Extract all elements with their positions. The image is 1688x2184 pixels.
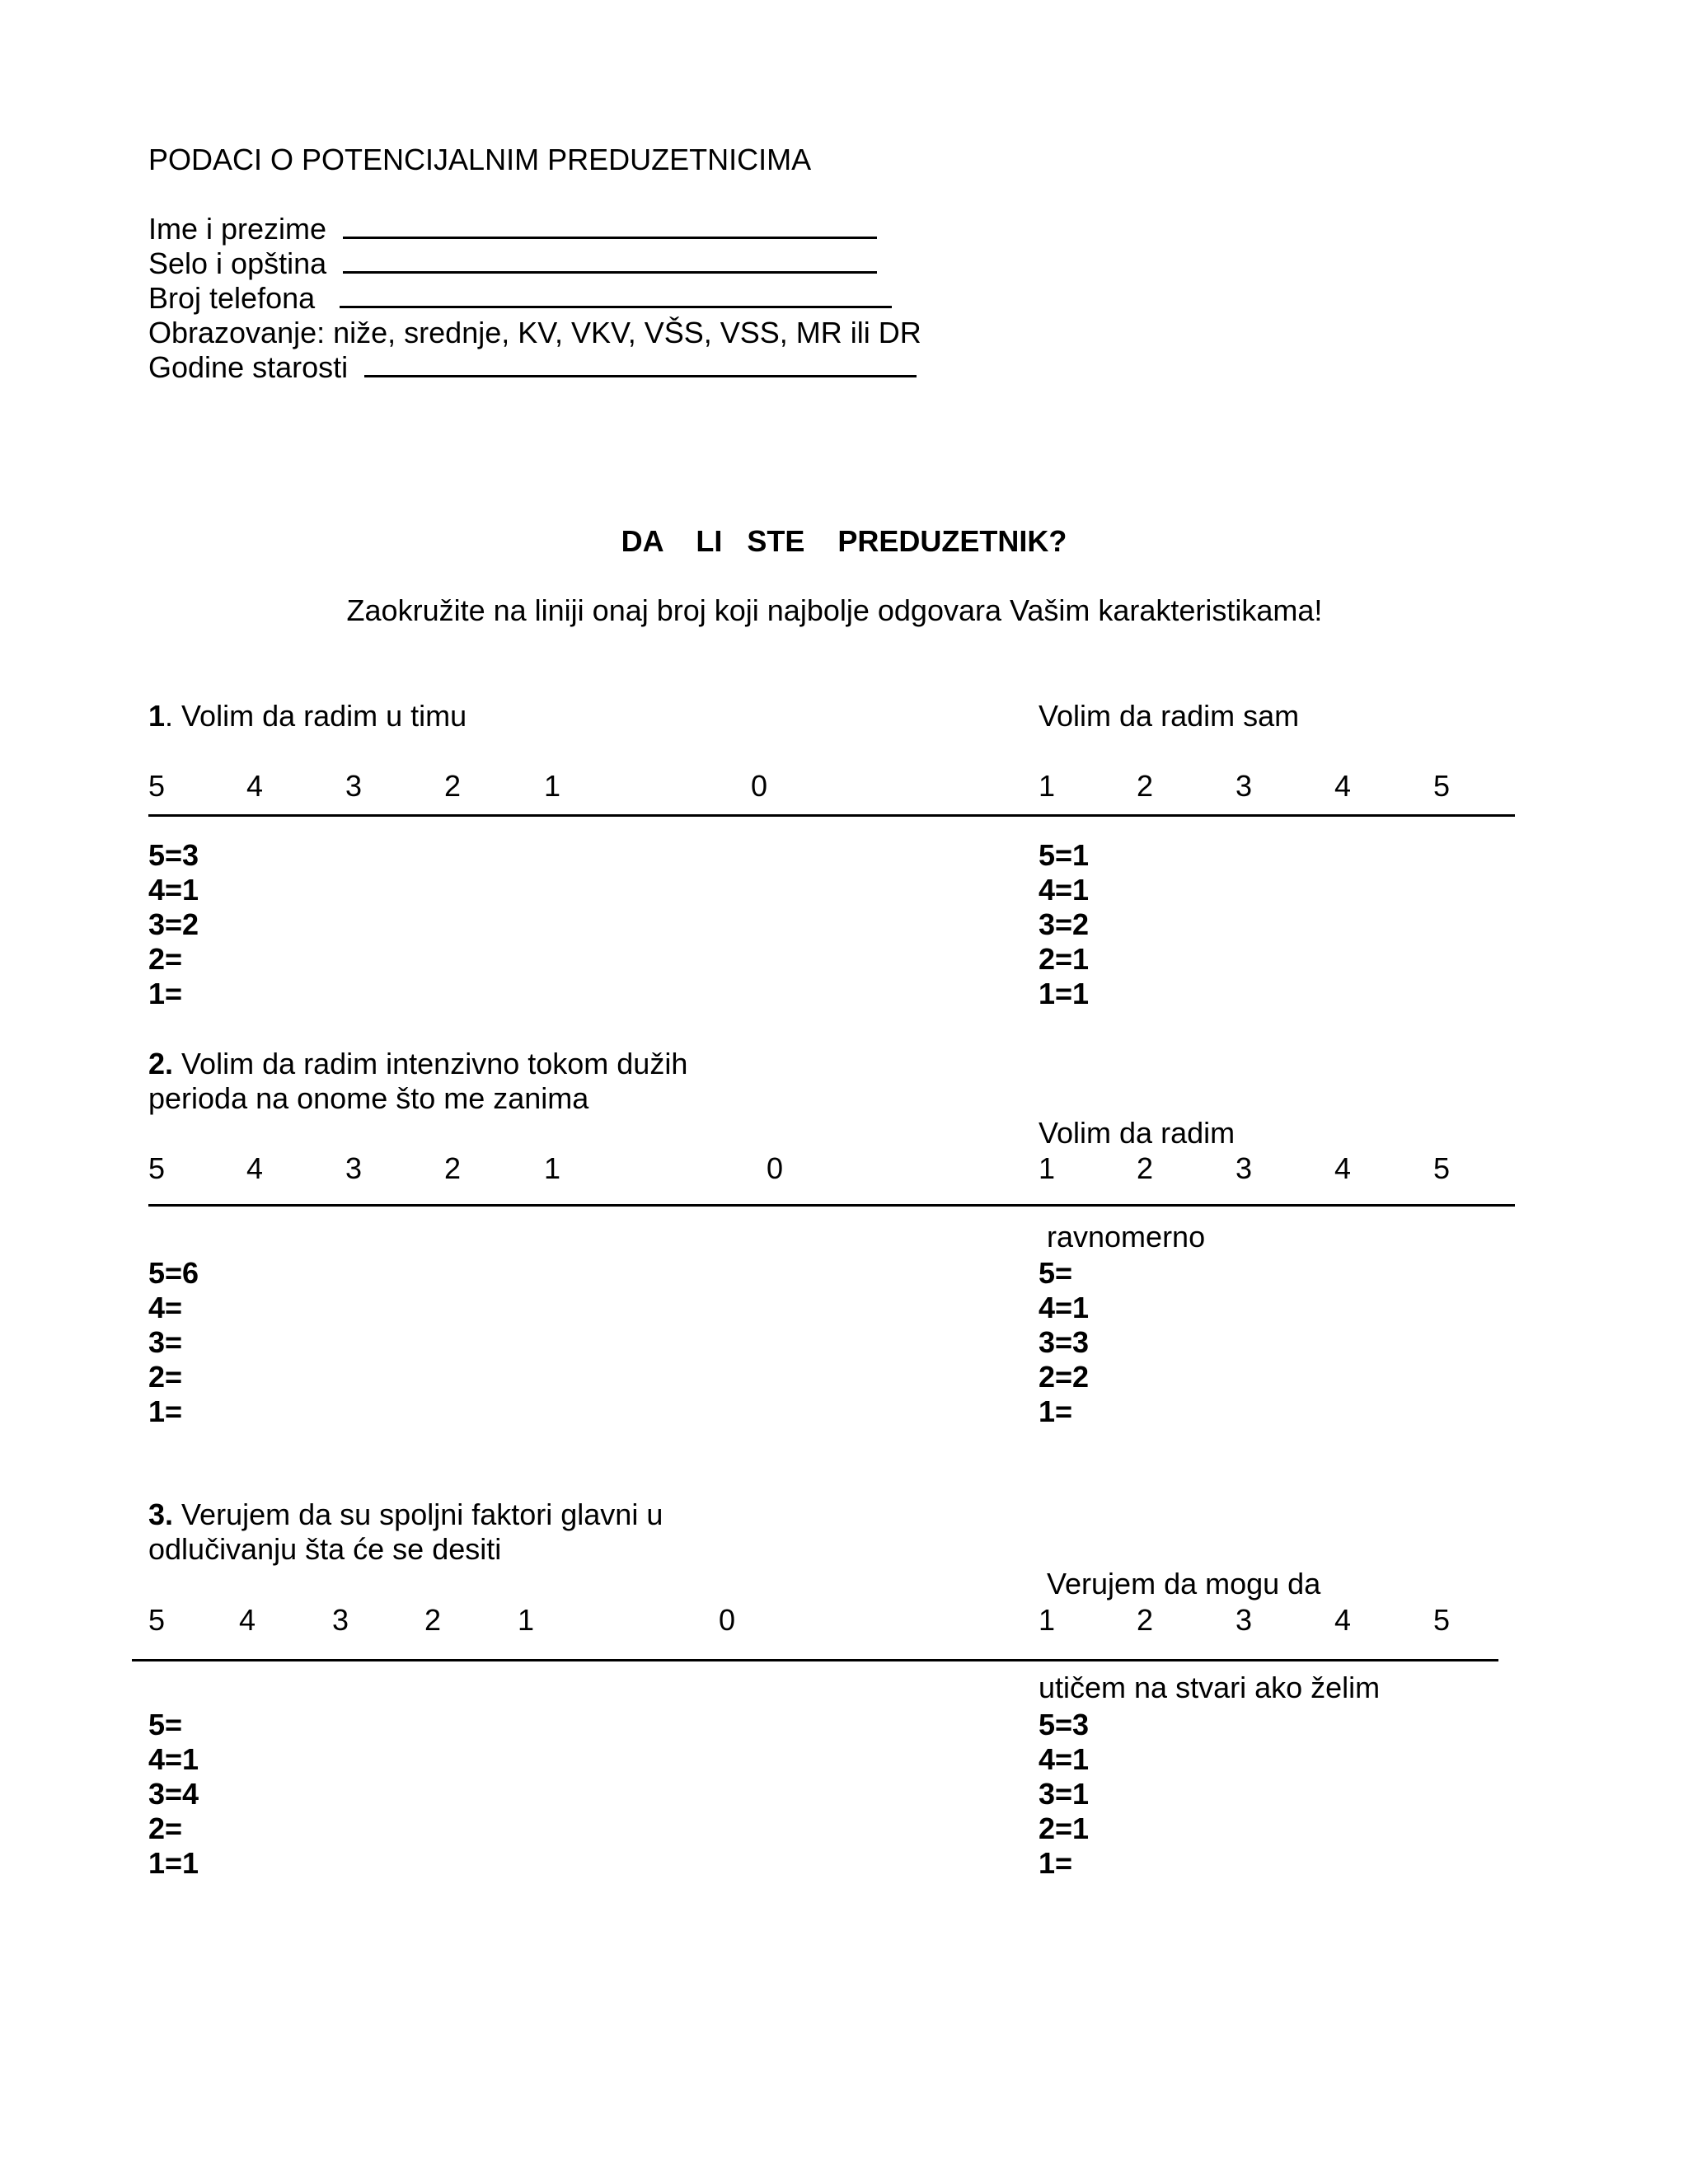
score-item: 4=1 [1039, 1291, 1090, 1324]
question-2-left-text: 2. Volim da radim intenzivno tokom dužih perioda na onome što me zanima [148, 1047, 688, 1115]
score-item: 5=1 [1039, 838, 1090, 872]
score-item: 1=1 [148, 1846, 199, 1880]
q2-scale-right-4[interactable]: 4 [1334, 1151, 1352, 1185]
score-item: 5=6 [148, 1256, 199, 1290]
q1-scale-right-3[interactable]: 3 [1236, 769, 1253, 803]
score-item: 2=1 [1039, 942, 1090, 976]
score-item: 2= [148, 1360, 183, 1394]
q3-scale-right-3[interactable]: 3 [1236, 1603, 1253, 1637]
score-item: 3=3 [1039, 1325, 1090, 1359]
field-education-label: Obrazovanje: niže, srednje, KV, VKV, VŠS, VSS, MR ili DR [148, 316, 921, 349]
q2-scale-right-2[interactable]: 2 [1137, 1151, 1154, 1185]
q3-left-scores [148, 1708, 199, 1881]
score-item: 4=1 [148, 873, 199, 907]
score-item: 3= [148, 1325, 183, 1359]
q3-scale-right-5[interactable]: 5 [1433, 1603, 1451, 1637]
score-item: 1= [1039, 1394, 1073, 1428]
q1-scale-0[interactable]: 0 [751, 769, 768, 803]
q2-scale-left-2[interactable]: 2 [444, 1151, 462, 1185]
score-item: 4=1 [1039, 1742, 1090, 1776]
question-1-number: 1 [148, 699, 166, 733]
q1-scale-left-3[interactable]: 3 [345, 769, 363, 803]
field-village-blank[interactable] [343, 246, 877, 274]
question-1-left-text: 1. Volim da radim u timu [148, 699, 467, 733]
q3-scale-right-2[interactable]: 2 [1137, 1603, 1154, 1637]
form-title: PODACI O POTENCIJALNIM PREDUZETNICIMA [148, 143, 812, 176]
q1-scale-right-5[interactable]: 5 [1433, 769, 1451, 803]
q1-scale-left-2[interactable]: 2 [444, 769, 462, 803]
q2-left-scores [148, 1256, 199, 1429]
score-item: 5=3 [1039, 1708, 1090, 1741]
score-item: 1= [1039, 1846, 1073, 1880]
score-item: 1=1 [1039, 977, 1090, 1010]
field-village [148, 246, 877, 281]
score-item: 5= [148, 1708, 183, 1741]
score-item: 2=1 [1039, 1811, 1090, 1845]
question-1-right-text: Volim da radim sam [1039, 699, 1300, 733]
q1-scale-right-2[interactable]: 2 [1137, 769, 1154, 803]
question-2-right-text: Volim da radim ravnomerno [1039, 1116, 1236, 1254]
score-item: 2=2 [1039, 1360, 1090, 1394]
q3-scale-right-1[interactable]: 1 [1039, 1603, 1056, 1637]
question-3-left-text: 3. Verujem da su spoljni faktori glavni u odlučivanju šta će se desiti [148, 1497, 663, 1566]
score-item: 3=2 [148, 907, 199, 941]
quiz-instruction: Zaokružite na liniji onaj broj koji najbolje odgovara Vašim karakteristikama! [346, 593, 1323, 627]
q2-scale-left-1[interactable]: 1 [544, 1151, 561, 1185]
field-name-blank[interactable] [343, 212, 877, 239]
score-item: 3=2 [1039, 907, 1090, 941]
q2-scale-right-5[interactable]: 5 [1433, 1151, 1451, 1185]
field-age-blank[interactable] [364, 350, 917, 377]
question-2-number: 2. [148, 1047, 174, 1080]
field-phone-label: Broj telefona [148, 281, 316, 315]
q3-scale-left-5[interactable]: 5 [148, 1603, 166, 1637]
q3-scale-line [132, 1659, 1498, 1661]
q1-right-scores [1039, 838, 1089, 1011]
score-item: 2= [148, 942, 183, 976]
question-3-number: 3. [148, 1497, 174, 1531]
q1-scale-left-4[interactable]: 4 [246, 769, 264, 803]
field-phone-blank[interactable] [340, 281, 892, 308]
q3-scale-0[interactable]: 0 [719, 1603, 736, 1637]
q3-scale-right-4[interactable]: 4 [1334, 1603, 1352, 1637]
score-item: 4=1 [1039, 873, 1090, 907]
score-item: 1= [148, 977, 183, 1010]
q2-scale-left-3[interactable]: 3 [345, 1151, 363, 1185]
score-item: 5= [1039, 1256, 1073, 1290]
q2-scale-line [148, 1204, 1515, 1207]
q2-scale-0[interactable]: 0 [767, 1151, 784, 1185]
q2-scale-left-4[interactable]: 4 [246, 1151, 264, 1185]
q2-scale-right-1[interactable]: 1 [1039, 1151, 1056, 1185]
q3-right-scores [1039, 1708, 1089, 1881]
q1-left-scores [148, 838, 199, 1011]
question-3-right-text: Verujem da mogu da utičem na stvari ako želim [1039, 1567, 1381, 1704]
q2-right-scores [1039, 1256, 1089, 1429]
field-name [148, 212, 877, 246]
field-phone [148, 281, 892, 316]
q2-scale-right-3[interactable]: 3 [1236, 1151, 1253, 1185]
quiz-title: DA LI STE PREDUZETNIK? [621, 524, 1067, 558]
q3-scale-left-3[interactable]: 3 [332, 1603, 349, 1637]
field-village-label: Selo i opština [148, 246, 327, 280]
q1-scale-right-4[interactable]: 4 [1334, 769, 1352, 803]
field-education [148, 316, 921, 350]
score-item: 3=4 [148, 1777, 199, 1811]
score-item: 5=3 [148, 838, 199, 872]
q3-scale-left-4[interactable]: 4 [239, 1603, 256, 1637]
field-name-label: Ime i prezime [148, 212, 327, 246]
score-item: 2= [148, 1811, 183, 1845]
q1-scale-line [148, 814, 1515, 817]
q3-scale-left-1[interactable]: 1 [518, 1603, 535, 1637]
q3-scale-left-2[interactable]: 2 [424, 1603, 442, 1637]
field-age [148, 350, 917, 385]
score-item: 1= [148, 1394, 183, 1428]
q1-scale-left-5[interactable]: 5 [148, 769, 166, 803]
q2-scale-left-5[interactable]: 5 [148, 1151, 166, 1185]
score-item: 4= [148, 1291, 183, 1324]
field-age-label: Godine starosti [148, 350, 349, 384]
score-item: 3=1 [1039, 1777, 1090, 1811]
q1-scale-left-1[interactable]: 1 [544, 769, 561, 803]
q1-scale-right-1[interactable]: 1 [1039, 769, 1056, 803]
score-item: 4=1 [148, 1742, 199, 1776]
